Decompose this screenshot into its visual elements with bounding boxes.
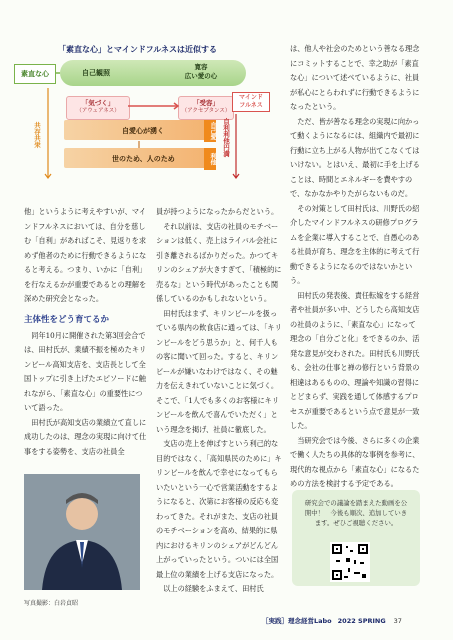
person-icon — [24, 474, 140, 590]
right-para-1: は、他人や社会のためという善なる理念にコミットすることで、幸之助が「素直な心」について述べているように、社員が私心にとらわれずに行動できるようになったという。 — [290, 44, 420, 111]
portrait-photo — [24, 474, 140, 590]
issue-season: 2022 SPRING — [337, 617, 386, 625]
right-column — [290, 42, 420, 490]
acceptance-sub: （アクセプタンス） — [181, 108, 231, 114]
right-para-4: 田村氏の発表後、責任転嫁をする経営者や社員が多い中、どうしたら高知支店の社員のように、「素直な心」になって理念の「自分ごと化」をできるのか、活発な意見が交わされた。田村氏も川野氏も、会社の仕事と禅の修行という背景の相違はあるものの、理論や知識の習得にとどまらず、実践を通して体感するプロセスが重要であるという点で意見が一致した。 — [290, 290, 420, 430]
acceptance-label: 「受容」 — [193, 99, 219, 107]
sunao-label: 素直な心 — [14, 64, 56, 84]
altruism-text: 世のため、人のため — [112, 155, 175, 163]
left-intro: 他」というように考えやすいが、マインドフルネスにおいては、自分を慈しむ「自利」があればこそ、見返りを求めず他者のために行動できるようになると考える。つまり、いかに「自利」を行なえるかが重要であるとの理解を深めた研究会となった。 — [24, 207, 147, 303]
magazine-title: ［実践］理念経営Labo — [262, 617, 332, 625]
section-heading: 主体性をどう育てるか — [24, 314, 110, 325]
left-para-2: 田村氏が高知支店の業績立て直しに成功したのは、理念の実現に向けて仕事をする姿勢を、支店の社員全 — [24, 417, 147, 456]
photo-caption: 写真撮影：白岩貞昭 — [24, 600, 79, 607]
self-other-label: 自利利他円満 — [222, 118, 230, 157]
awareness-sub: （アウェアネス） — [76, 108, 120, 114]
mid-para-3: 田村氏はまず、キリンビールを扱っている県内の飲食店に通っては、「キリンビールをどう思うか」と、何千人もの客に聞いて回った。すると、キリンビールが嫌いなわけではなく、その魅力を伝えきれていないことに気づく。そこで、「1人でも多くのお客様にキリンビールを飲んで喜んでいただく」という理念を掲げ、社員に徹底した。 — [156, 308, 282, 434]
coexistence-label: 共存共栄 — [33, 122, 41, 148]
page-number: 37 — [393, 617, 402, 625]
left-column — [24, 205, 149, 455]
mid-para-4: 支店の売上を伸ばすという利己的な目的ではなく、「高知県民のために」キリンビールを飲んで幸せになってもらいたいという一心で営業活動をするようになると、次第にお客様の反応も変わってきた。それがまた、支店の社員のモチベーションを高め、結果的に県内におけるキリンのシェアがどんどん上がっていったという。ついには全国最上位の業績を上げる支店になった。 — [156, 439, 282, 579]
right-para-3: その対策として田村氏は、川野氏の紹介したマインドフルネスの研修プログラムを企業に導入することで、自愚心のある社員が育ち、理念を主体的に考えて行動できるようになるのではないかという。 — [290, 203, 420, 285]
left-para-1: 同年10月に開催された第3回会合では、田村氏が、業績不振を極めたキリンビール高知支店を、支店長として全国トップに引き上げたエピソードに触れながら、「素直な心」の重要性について語った。 — [24, 330, 147, 412]
right-para-2: ただ、皆が善なる理念の実現に向かって動くようになるには、組織内で最初に行動に立ち上がる人物が出てこなくてはいけない。とはいえ、最初に手を上げることは、時間とエネルギーを費やすので、なかなかやりたがらないものだ。 — [290, 116, 420, 198]
top-left-label: 自己観照 — [82, 69, 110, 77]
mid-para-1: 員が持つようになったからだという。 — [156, 207, 279, 216]
middle-column — [156, 205, 283, 640]
page-footer — [262, 616, 402, 625]
self-love-tag: 自己愛 — [204, 120, 216, 142]
altruism-tag: 利他 — [204, 148, 216, 170]
self-love-text: 自愛心が湧く — [122, 127, 164, 135]
mid-para-5: 以上の経験をふまえて、田村氏 — [163, 584, 264, 593]
top-right-label: 寛容 広い愛の心 — [184, 63, 218, 80]
right-para-5: 当研究会では今後、さらに多くの企業で働く人たちの具体的な事例を参考に、現代的な視点から「素直な心」になるための方法を検討する予定である。 — [290, 435, 420, 488]
mid-para-2: それ以前は、支店の社員のモチベーションは低く、売上はライバル会社に引き離されるばかりだった。かつてキリンのシェアが大きすぎて、「積極的に売るな」という時代があったことも関係しているのかもしれないという。 — [156, 221, 282, 303]
mindfulness-tag: マインド フルネス — [232, 92, 270, 112]
diagram-title: 「素直な心」とマインドフルネスは近似する — [58, 45, 218, 54]
awareness-label: 「気づく」 — [81, 99, 115, 107]
qr-code-icon[interactable] — [330, 542, 370, 582]
video-info-text: 研究会での議論を踏まえた動画を公開中！ 今後も順次、追加していきます。ぜひご視聴ください。 — [304, 499, 408, 527]
